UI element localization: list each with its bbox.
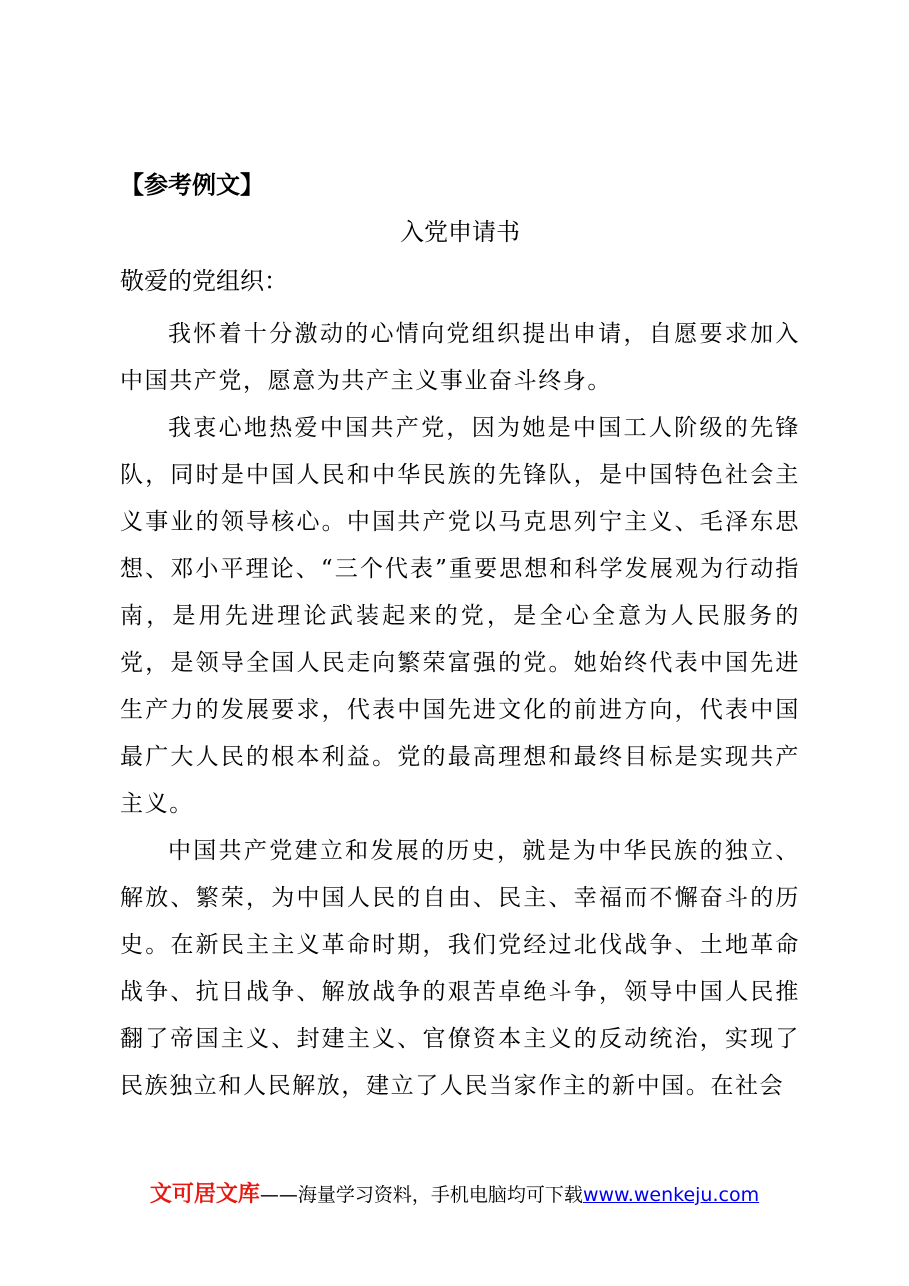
- footer-brand: 文可居文库: [149, 1182, 260, 1207]
- paragraph-2: 我衷心地热爱中国共产党，因为她是中国工人阶级的先锋队，同时是中国人民和中华民族的先锋队，是中国特色社会主义事业的领导核心。中国共产党以马克思列宁主义、毛泽东思想、邓小平理论、“三个代表”重要思想和科学发展观为行动指南，是用先进理论武装起来的党，是全心全意为人民服务的党，是领导全国人民走向繁荣富强的党。她始终代表中国先进生产力的发展要求，代表中国先进文化的前进方向，代表中国最广大人民的根本利益。党的最高理想和最终目标是实现共产主义。: [120, 415, 800, 817]
- paragraph-3: 中国共产党建立和发展的历史，就是为中华民族的独立、解放、繁荣，为中国人民的自由、民主、幸福而不懈奋斗的历史。在新民主主义革命时期，我们党经过北伐战争、土地革命战争、抗日战争、解放战争的艰苦卓绝斗争，领导中国人民推翻了帝国主义、封建主义、官僚资本主义的反动统治，实现了民族独立和人民解放，建立了人民当家作主的新中国。在社会: [120, 838, 800, 1099]
- section-label: 【参考例文】: [120, 171, 264, 199]
- footer-website-link[interactable]: www.wenkeju.com: [582, 1184, 760, 1206]
- footer-tagline: ——海量学习资料，手机电脑均可下载: [259, 1184, 583, 1206]
- footer-banner: [0, 1180, 909, 1210]
- document-title: 入党申请书: [400, 218, 520, 246]
- paragraph-1: 我怀着十分激动的心情向党组织提出申请，自愿要求加入中国共产党，愿意为共产主义事业奋斗终身。: [120, 321, 800, 394]
- salutation: 敬爱的党组织：: [120, 267, 288, 295]
- document-body: [120, 311, 800, 1110]
